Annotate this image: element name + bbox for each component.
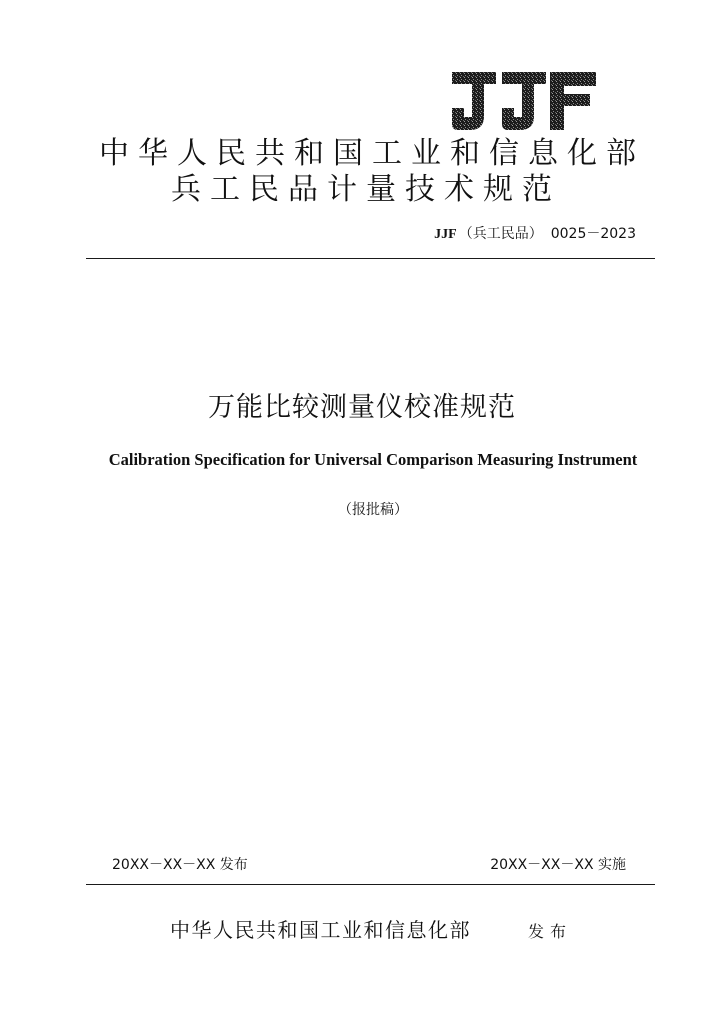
document-title-english: Calibration Specification for Universal Comparison Measuring Instrument: [108, 450, 638, 469]
draft-status: （报批稿）: [338, 502, 408, 518]
top-divider: [86, 258, 655, 259]
document-title-chinese: 万能比较测量仪校准规范: [208, 392, 516, 423]
standard-code: [434, 224, 636, 245]
standard-category: （兵工民品）: [458, 226, 543, 242]
bottom-divider: [86, 884, 655, 885]
publisher-name: 中华人民共和国工业和信息化部: [170, 918, 471, 942]
logo-letter-j2: [502, 72, 546, 130]
standard-number: 0025－2023: [550, 226, 636, 242]
effective-date: 20XX－XX－XX 实施: [490, 857, 626, 873]
jjf-logo: [452, 70, 598, 132]
publish-label: 发布: [528, 922, 573, 941]
logo-letter-j1: [452, 72, 496, 130]
logo-letter-f: [550, 72, 596, 130]
issuer-title-line1: 中华人民共和国工业和信息化部: [99, 136, 645, 171]
standard-prefix: JJF: [434, 227, 457, 242]
release-date: 20XX－XX－XX 发布: [112, 857, 248, 873]
issuer-title-line2: 兵工民品计量技术规范: [171, 172, 561, 207]
